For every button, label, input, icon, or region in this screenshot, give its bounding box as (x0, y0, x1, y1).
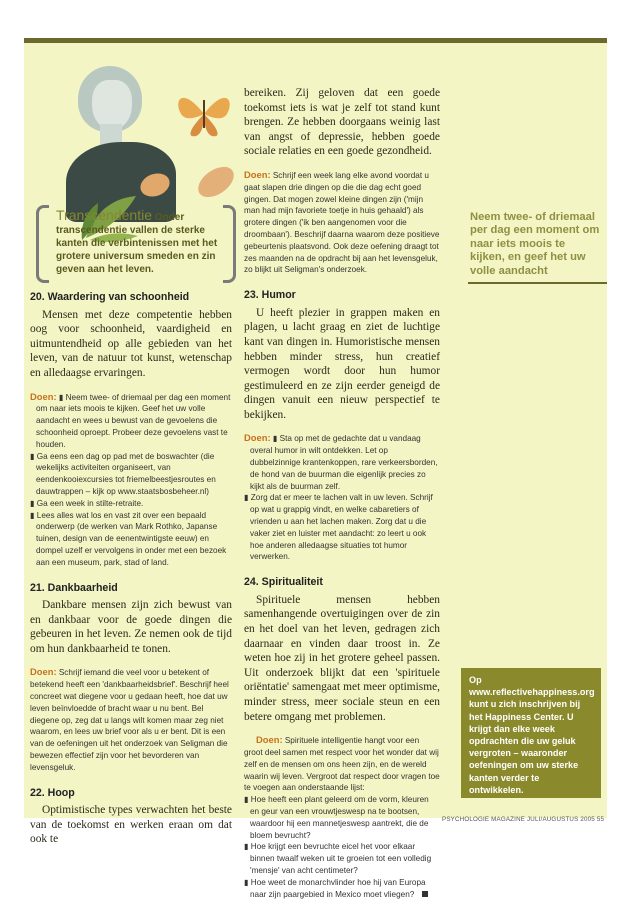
section-23-doen (244, 432, 440, 563)
section-20-title: 20. Waardering van schoonheid (30, 291, 190, 303)
doen-label: Doen: (30, 390, 57, 402)
column-left (30, 290, 232, 847)
column-middle (244, 86, 440, 900)
section-22-title: 22. Hoop (30, 786, 75, 799)
doen-item: ▮ Lees alles wat los en vast zit over een bepaald onderwerp (de werken van Mark Rothko, Japanse tuinen, design van de eenentwintigste eeuw) en dompel uzelf er vervolgens in onder met een bezoek aan een museum, park, stad of land. (30, 510, 227, 567)
doen-text: Schrijf iemand die veel voor u betekent of betekend heeft een 'dankbaarheidsbrief'. Beschrijf heel concreet wat diegene voor u gedaan heeft, hoe dat uw leven beïnvloedde of bracht waar u nu bent. Bel diegene op, zeg dat u langs wilt komen maar zeg niet waarom, en lees uw brief voor als u er bent. Dit is een van de oefeningen uit het onderzoek van Seligman die bewezen effectief zijn voor het bevorderen van levensgeluk. (30, 668, 229, 772)
section-22-body: Optimistische types verwachten het beste van de toekomst en werken eraan om dat ook te (30, 804, 232, 846)
doen-text: Ga eens een dag op pad met de boswachter (die wekelijks activiteiten organiseert, van eendenkooiexcursies tot friemelbeestjesroutes en dauwtrappen – kijk op www.staatsbosbeheer.nl) (36, 451, 216, 496)
doen-text: Hoe krijgt een bevruchte eicel het voor elkaar binnen twaalf weken uit te groeien tot een volledig 'mensje' van acht centimeter? (250, 842, 432, 875)
section-24-doen (244, 734, 440, 900)
doen-item: ▮ Hoe weet de monarchvlinder hoe hij van Europa naar zijn paargebied in Mexico moet vliegen? (244, 877, 440, 900)
doen-item: Doen: ▮ Neem twee- of driemaal per dag een moment om naar iets moois te kijken. Geef het uw volle aandacht en wees u bewust van de gevoelens die schoonheid oproept. Probeer deze gevoelens vast te houden. (30, 390, 231, 449)
section-20-body: Mensen met deze competentie hebben oog voor schoonheid, vaardigheid en uitmuntendheid op alle gebieden van het leven, van de natuur tot kunst, wetenschap en alledaagse ervaringen. (30, 308, 232, 379)
info-box-text: Op www.reflectivehappiness.org kunt u zich inschrijven bij het Happiness Center. U krijgt dan elke week opdrachten die uw geluk vergroten – waaronder oefeningen om uw sterke kanten verder te ontwikkelen. (469, 675, 595, 795)
doen-item: ▮ Ga eens een dag op pad met de boswachter (die wekelijks activiteiten organiseert, van eendenkooiexcursies tot friemelbeestjesroutes en dauwtrappen – kijk op www.staatsbosbeheer.nl) (30, 451, 216, 496)
doen-text: Schrijf een week lang elke avond voordat u gaat slapen drie dingen op die die dag echt goed gingen. Dat mogen zowel kleine dingen zijn ('mijn man had mijn favoriete toetje in huis gehaald') als grotere dingen ('ik ben aangenomen voor die droombaan'). Beschrijf daarna waarom deze positieve gebeurtenis plaatsvond. Ook deze oefening draagt tot zes maanden na de opdracht bij aan het levensgeluk, zo blijkt uit Seligman's onderzoek. (244, 170, 440, 275)
doen-text: Hoe heeft een plant geleerd om de vorm, kleuren en geur van een vrouwtjeswesp na te bootsen, waardoor hij een mannetjeswesp aantrekt, die de bloem bevrucht? (250, 795, 429, 840)
left-bracket (36, 205, 49, 283)
section-21-doen (30, 666, 232, 773)
end-mark (422, 891, 428, 897)
section-21-title: 21. Dankbaarheid (30, 581, 118, 594)
info-box (461, 668, 601, 798)
doen-item: ▮ Zorg dat er meer te lachen valt in uw leven. Schrijf op wat u grappig vindt, en welke cabaretiers of vrienden u aan het lachen maken. Zorg dat u die vaker ziet en luister met aandacht: zo leert u ook hoe anderen alledaagse situaties tot humor verwerken. (244, 493, 433, 562)
pull-quote: Neem twee- of driemaal per dag een moment om naar iets moois te kijken, en geef het uw volle aandacht (470, 211, 600, 277)
transcendentie-highlight (36, 201, 236, 281)
section-20-doen (30, 391, 232, 569)
doen-item: ▮ Hoe heeft een plant geleerd om de vorm, kleuren en geur van een vrouwtjeswesp na te bootsen, waardoor hij een mannetjeswesp aantrekt, die de bloem bevrucht? (244, 795, 429, 840)
page-footer: PSYCHOLOGIE MAGAZINE JULI/AUGUSTUS 2005 55 (442, 816, 605, 823)
section-21-body: Dankbare mensen zijn zich bewust van en dankbaar voor de goede dingen die gebeuren in het leven. Ze nemen ook de tijd om hun dankbaarheid te tonen. (30, 599, 232, 655)
highlight-title: Transcendentie (56, 207, 152, 223)
section-23-body: U heeft plezier in grappen maken en plagen, u lacht graag en ziet de luchtige kant van dingen in. Humoristische mensen hebben minder stress, hun creatief vermogen wordt door hun humor gestimuleerd en ze zijn eerder geneigd de dingen vanuit een nieuw perspectief te bekijken. (244, 306, 440, 421)
pull-quote-rule (468, 282, 607, 284)
doen-label: Doen: (244, 168, 271, 180)
doen-item: ▮ Hoe krijgt een bevruchte eicel het voor elkaar binnen twaalf weken uit te groeien tot een volledig 'mensje' van acht centimeter? (244, 842, 432, 875)
section-24-title: 24. Spiritualiteit (244, 576, 323, 589)
doen-label: Doen: (30, 666, 57, 678)
doen-text: Hoe weet de monarchvlinder hoe hij van Europa naar zijn paargebied in Mexico moet vliegen? (250, 877, 426, 899)
doen-text: Ga een week in stilte-retraite. (36, 498, 144, 508)
right-hand (193, 161, 240, 204)
section-22-doen (244, 169, 440, 276)
doen-label: Doen: (244, 432, 271, 444)
highlight-text (56, 209, 226, 276)
highlight-body: Onder transcendentie vallen de sterke kanten die verbintenissen met het grotere universum smeden en zin geven aan het leven. (56, 212, 218, 275)
doen-intro (244, 734, 440, 794)
butterfly-icon (174, 88, 234, 140)
section-24-body: Spirituele mensen hebben samenhangende overtuigingen over de zin en het doel van het leven, gedragen zich daarnaar en vinden daar troost in. Ze weten hoe zij in het grotere geheel passen. Uit onderzoek blijkt dat een 'spirituele oriëntatie' samengaat met meer optimisme, minder stress, meer sociale steun en een betere omgang met problemen. (244, 593, 440, 723)
doen-text: Zorg dat er meer te lachen valt in uw leven. Schrijf op wat u grappig vindt, en welke cabaretiers of vrienden u aan het lachen maken. Zorg dat u die vaker ziet en luister met aandacht: zo leert u ook hoe anderen alledaagse situaties tot humor verwerken. (250, 493, 433, 562)
statue-face (92, 80, 132, 130)
magazine-page (24, 38, 607, 899)
section-22-continued: bereiken. Zij geloven dat een goede toekomst iets is wat je zelf tot stand kunt brengen. Ze hebben doorgaans weinig last van angst of depressie, hebben goede sociale relaties en een goede gezondheid. (244, 87, 440, 158)
doen-item: ▮ Ga een week in stilte-retraite. (30, 498, 144, 508)
doen-label: Doen: (256, 734, 283, 746)
doen-text: Lees alles wat los en vast zit over een bepaald onderwerp (de werken van Mark Rothko, Japanse tuinen, design van de eenentwintigste eeuw) en dompel uzelf er vervolgens in onder met een bezoek aan een museum, park, stad of land. (36, 510, 227, 567)
section-23-title: 23. Humor (244, 289, 296, 302)
doen-item: Doen: ▮ Sta op met de gedachte dat u vandaag overal humor in wilt ontdekken. Let op dubbelzinnige krantenkoppen, rare verkeersborden, de hond van de buurman die eigenlijk precies zo kijkt als de buurman zelf. (244, 432, 438, 491)
doen-text: Sta op met de gedachte dat u vandaag overal humor in wilt ontdekken. Let op dubbelzinnige krantenkoppen, rare verkeersborden, de hond van de buurman die eigenlijk precies zo kijkt als de buurman zelf. (250, 434, 438, 491)
top-accent-bar (24, 38, 607, 43)
doen-text: Neem twee- of driemaal per dag een moment om naar iets moois te kijken. Geef het uw volle aandacht en wees u bewust van de gevoelens die schoonheid oproept. Probeer deze gevoelens vast te houden. (36, 392, 231, 449)
doen-text: Spirituele intelligentie hangt voor een groot deel samen met respect voor het wonder dat wij zelf en de mensen om ons heen zijn, en de wereld waarin wij leven. Vergroot dat respect door vragen toe te voegen aan onderstaande lijst: (244, 736, 440, 793)
